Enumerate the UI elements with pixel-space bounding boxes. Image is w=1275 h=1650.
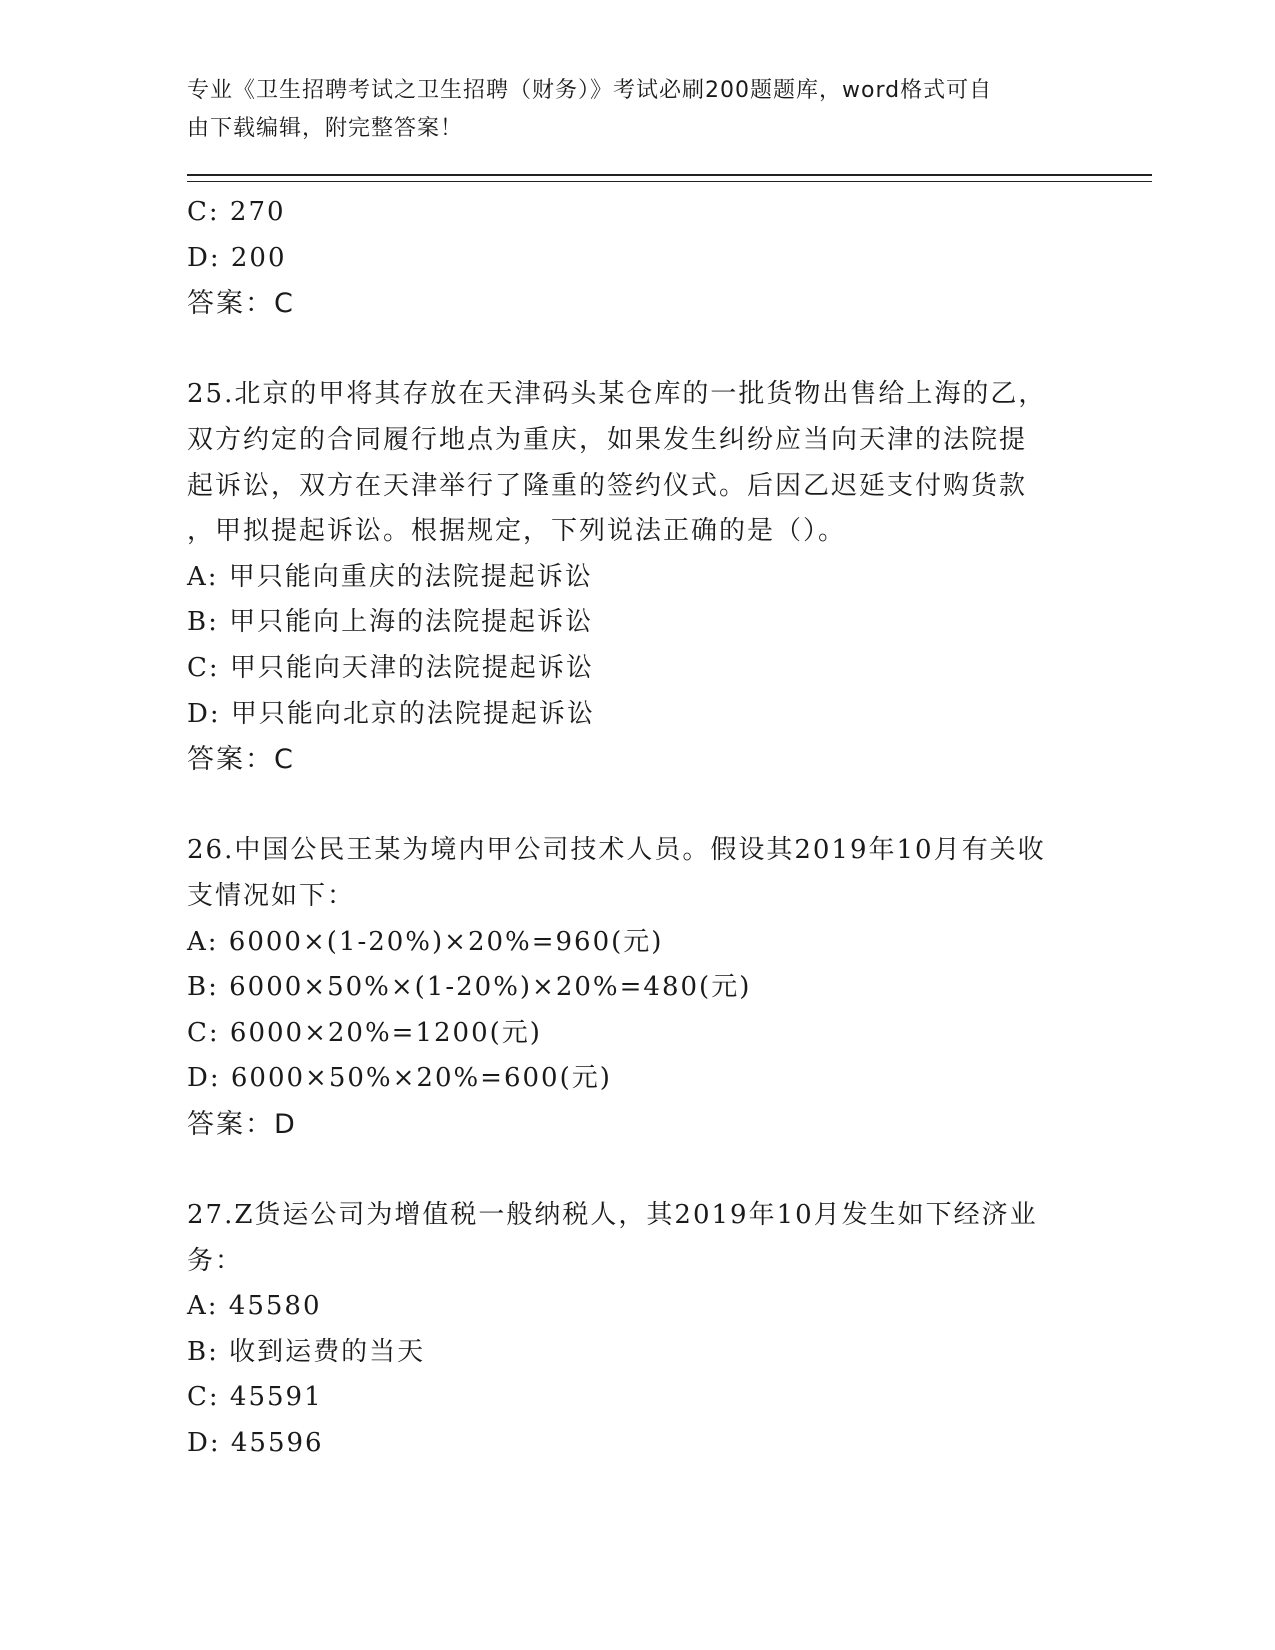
- question-text-line: ，甲拟提起诉讼。根据规定，下列说法正确的是（）。: [187, 516, 847, 547]
- option-d: D: 6000×50%×20%=600(元): [187, 1063, 612, 1094]
- answer-line: 答案：D: [187, 1108, 297, 1140]
- option-a: A: 甲只能向重庆的法院提起诉讼: [187, 561, 593, 592]
- option-c: C: 270: [187, 197, 286, 227]
- question-25: [187, 372, 1087, 782]
- header-line-1: 专业《卫生招聘考试之卫生招聘（财务）》考试必刷200题题库，word格式可自: [187, 78, 993, 103]
- option-d: D: 45596: [187, 1428, 324, 1459]
- document-body: [187, 190, 1087, 1467]
- option-b: B: 6000×50%×(1-20%)×20%=480(元): [187, 972, 752, 1003]
- option-c: C: 甲只能向天津的法院提起诉讼: [187, 652, 594, 683]
- header-divider-thin: [187, 181, 1152, 182]
- spacer: [187, 783, 1087, 829]
- question-text-line: 27.Z货运公司为增值税一般纳税人，其2019年10月发生如下经济业: [187, 1200, 1038, 1231]
- header-divider-thick: [187, 174, 1152, 176]
- question-text-line: 支情况如下：: [187, 880, 356, 911]
- option-d: D: 200: [187, 242, 287, 273]
- question-text-line: 25.北京的甲将其存放在天津码头某仓库的一批货物出售给上海的乙，: [187, 379, 1047, 410]
- question-text-line: 起诉讼，双方在天津举行了隆重的签约仪式。后因乙迟延支付购货款: [187, 470, 1028, 501]
- header-line-2: 由下载编辑，附完整答案！: [187, 116, 464, 141]
- option-b: B: 甲只能向上海的法院提起诉讼: [187, 607, 594, 638]
- spacer: [187, 327, 1087, 373]
- option-d: D: 甲只能向北京的法院提起诉讼: [187, 698, 595, 729]
- option-c: C: 6000×20%=1200(元): [187, 1017, 542, 1048]
- answer-line: 答案：C: [187, 744, 295, 776]
- option-a: A: 45580: [187, 1291, 322, 1322]
- option-c: C: 45591: [187, 1382, 323, 1413]
- document-header: [187, 72, 1067, 148]
- question-text-line: 务：: [187, 1245, 244, 1276]
- answer-line: 答案：C: [187, 288, 295, 320]
- option-b: B: 收到运费的当天: [187, 1336, 426, 1367]
- question-text-line: 双方约定的合同履行地点为重庆，如果发生纠纷应当向天津的法院提: [187, 424, 1028, 455]
- question-text-line: 26.中国公民王某为境内甲公司技术人员。假设其2019年10月有关收: [187, 835, 1046, 866]
- spacer: [187, 1147, 1087, 1193]
- question-26: [187, 828, 1087, 1147]
- question-27: [187, 1193, 1087, 1467]
- option-a: A: 6000×(1-20%)×20%=960(元): [187, 926, 664, 957]
